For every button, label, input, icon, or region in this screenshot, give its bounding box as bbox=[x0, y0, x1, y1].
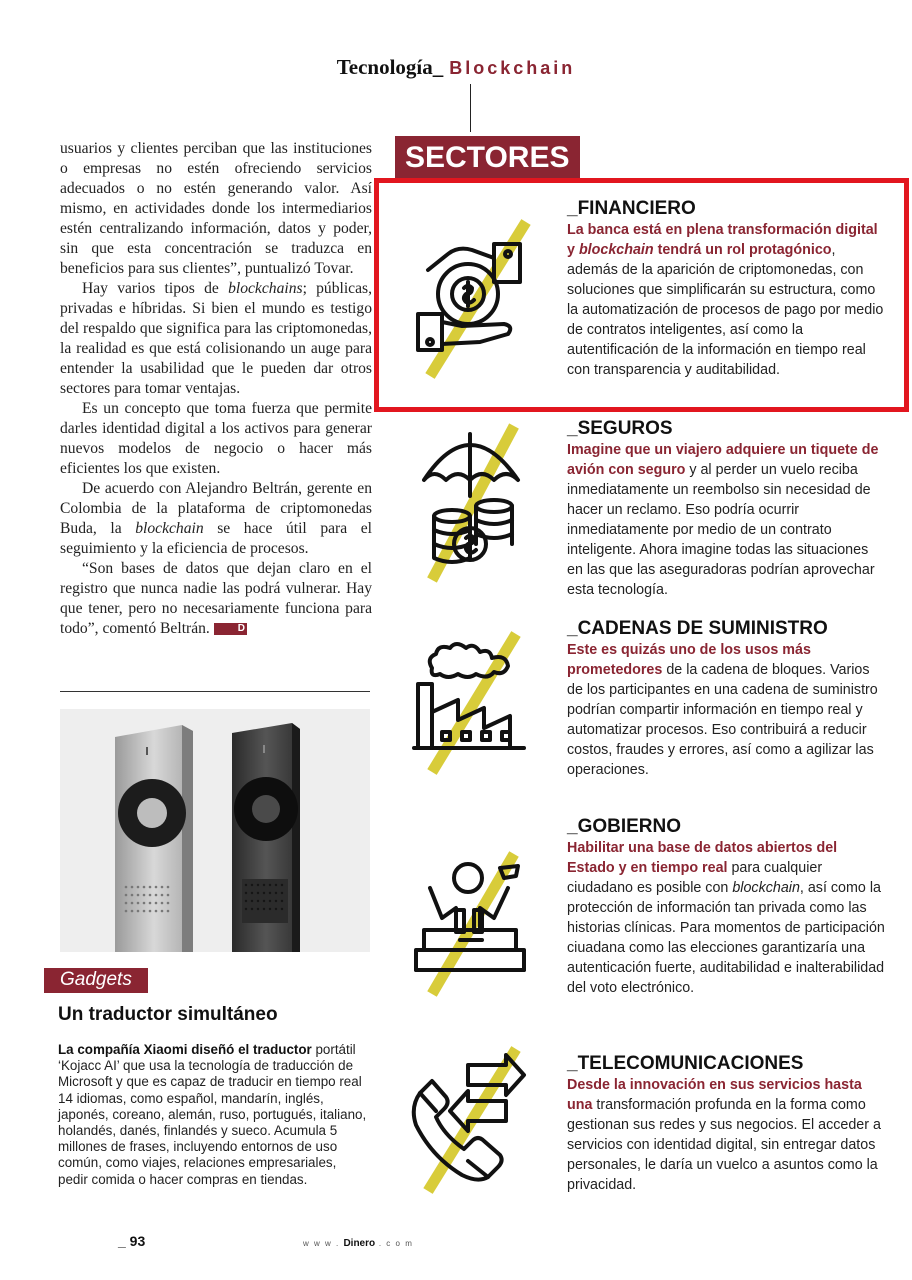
section-topic: Blockchain bbox=[449, 58, 576, 78]
sectores-tag: SECTORES bbox=[395, 136, 580, 179]
sector-title: _FINANCIERO bbox=[567, 198, 696, 219]
paragraph: Es un concepto que toma fuerza que permite darles identidad digital a los activos para generar nuevos modelos de negocio o hacer más eficientes los que existen. bbox=[60, 400, 372, 477]
sector-body: Habilitar una base de datos abiertos del Estado y en tiempo real para cualquier ciudadano es posible con blockchain, así como la protección de información tan privada como las historias clínicas. Para momentos de participación ciuadana como las elecciones garantizaría una autenticación fuerte, auditabilidad e inalterabilidad del voto electrónico. bbox=[567, 840, 885, 996]
gadgets-body: La compañía Xiaomi diseñó el traductor portátil ‘Kojacc AI’ que usa la tecnología de traducción de Microsoft y que es capaz de traducir en tiempo real 14 idiomas, como español, mandarín, inglés, japonés, coreano, alemán, ruso, portugués, italiano, holandés, danés, finlandés y sueco. Acumula 5 millones de frases, incluyendo entornos de uso común, como viajes, relaciones empresariales, pedir comida o hacer compras en tiendas. bbox=[58, 1042, 367, 1187]
sector-body: Desde la innovación en sus servicios hasta una transformación profunda en la forma como gestionan sus redes y sus negocios. El acceder a servicios con identidad digital, sin entregar datos personales, le daría un vuelco a asuntos como la privacidad. bbox=[567, 1077, 881, 1193]
sector-body: Imagine que un viajero adquiere un tiquete de avión con seguro y al perder un vuelo reciba inmediatamente un reembolso sin necesidad de hacer un reclamo. Eso podría ocurrir inmediatamente por medio de un contrato inteligente. Ahora imagine todas las situaciones en las que las aseguradoras podrían aprovechar esta tecnología. bbox=[567, 442, 879, 598]
umbrella-coins-icon bbox=[414, 420, 532, 585]
sector-body: La banca está en plena transformación digital y blockchain tendrá un rol protagónico, además de la aparición de criptomonedas, con soluciones que simplificarán su estructura, como la automatización de procesos de pago por medio de contratos inteligentes, así como la autentificación de la información en tiempo real con transparencia y auditabilidad. bbox=[567, 222, 884, 378]
speaker-podium-icon bbox=[412, 848, 532, 998]
end-mark: D bbox=[214, 623, 247, 635]
page-header bbox=[0, 55, 912, 80]
sector-seguros bbox=[567, 418, 885, 600]
gadgets-title: Un traductor simultáneo bbox=[58, 1004, 278, 1025]
section-name: Tecnología_ bbox=[336, 55, 444, 79]
paragraph: “Son bases de datos que dejan claro en el registro que nunca nadie las podrá vulnerar. Hay que tener, pero no necesariamente funciona para todo”, comentó Beltrán. D bbox=[60, 560, 372, 637]
product-photo bbox=[60, 709, 370, 952]
sector-financiero bbox=[567, 198, 885, 380]
sector-cadenas-de-suministro bbox=[567, 618, 885, 780]
header-rule bbox=[470, 84, 471, 132]
footer-url: w w w . Dinero . c o m bbox=[303, 1238, 414, 1249]
paragraph: De acuerdo con Alejandro Beltrán, gerente en Colombia de la plataforma de criptomonedas Buda, la blockchain se hace útil para el seguimiento y la eficiencia de procesos. bbox=[60, 480, 372, 557]
sector-body: Este es quizás uno de los usos más prometedores de la cadena de bloques. Varios de los participantes en una cadena de suministro podrían compartir información en tiempo real y automatizar procesos. Eso contribuirá a reducir costos, fraudes y errores, así como a agilizar las operaciones. bbox=[567, 642, 878, 778]
sector-title: _TELECOMUNICACIONES bbox=[567, 1053, 804, 1074]
money-hands-icon bbox=[408, 218, 548, 380]
column-divider bbox=[60, 691, 370, 692]
sector-telecomunicaciones bbox=[567, 1053, 885, 1195]
paragraph: usuarios y clientes perciban que las instituciones o empresas no estén ofreciendo servicios adecuados o no estén generando valor. Así mismo, en actividades donde los intermediarios estén centralizando información, datos y poder, sin que esta concentración se traduzca en beneficios para sus clientes”, puntualizó Tovar. bbox=[60, 140, 372, 277]
sector-gobierno bbox=[567, 816, 885, 998]
sector-title: _SEGUROS bbox=[567, 418, 673, 439]
sector-title: _GOBIERNO bbox=[567, 816, 682, 837]
phone-arrows-icon bbox=[406, 1045, 538, 1195]
gadgets-tag: Gadgets bbox=[44, 968, 148, 993]
factory-icon bbox=[412, 628, 530, 776]
page-number: _ 93 bbox=[118, 1233, 146, 1249]
sector-title: _CADENAS DE SUMINISTRO bbox=[567, 618, 828, 639]
article-text bbox=[60, 139, 372, 639]
paragraph: Hay varios tipos de blockchains; públicas, privadas e híbridas. Si bien el mundo es testigo del respaldo que significa para las criptomonedas, la realidad es que está colisionando un auge para entender la usabilidad que le pueden dar otros sectores para tomar ventajas. bbox=[60, 280, 372, 397]
